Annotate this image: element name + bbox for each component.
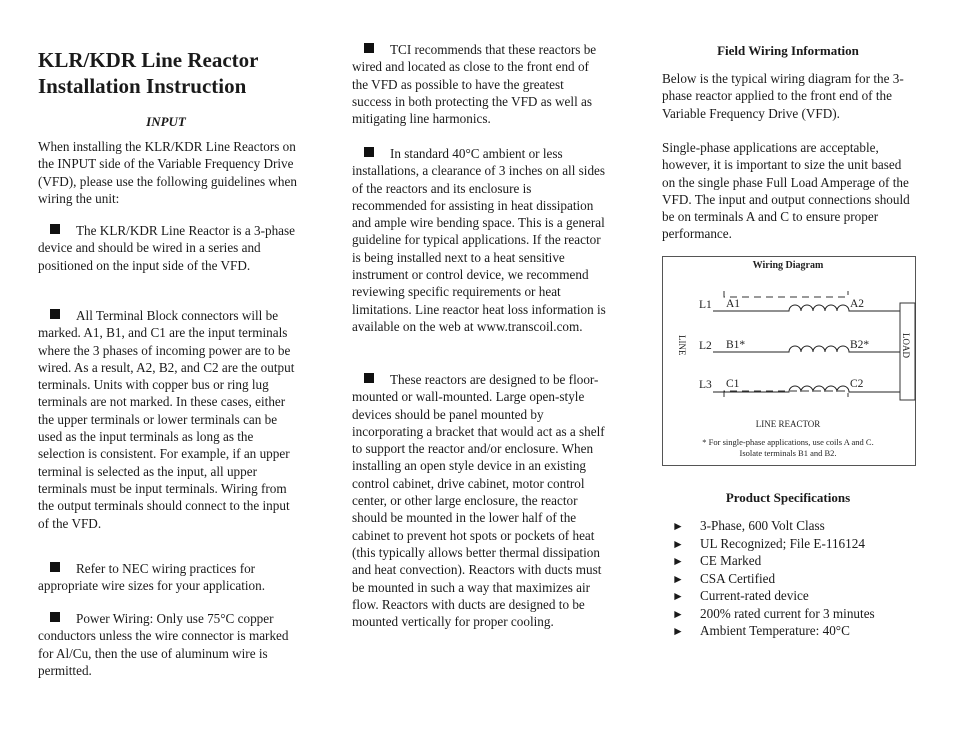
reactor-outline-top bbox=[724, 291, 848, 297]
terminal-b1: B1* bbox=[726, 339, 746, 351]
list-item: ► 200% rated current for 3 minutes bbox=[672, 605, 875, 623]
terminal-c1: C1 bbox=[726, 378, 740, 390]
list-item: ► CE Marked bbox=[672, 552, 875, 570]
arrow-bullet-icon: ► bbox=[672, 554, 684, 568]
terminal-l1: L1 bbox=[699, 299, 712, 311]
square-bullet-icon bbox=[364, 43, 374, 53]
line-reactor-label: LINE REACTOR bbox=[755, 419, 821, 429]
square-bullet-icon bbox=[50, 309, 60, 319]
terminal-a2: A2 bbox=[850, 298, 865, 310]
terminal-l2: L2 bbox=[699, 340, 712, 352]
coil-a-icon bbox=[713, 305, 900, 311]
terminal-l3: L3 bbox=[699, 379, 712, 391]
list-item: ► UL Recognized; File E-116124 bbox=[672, 535, 875, 553]
list-item: ► CSA Certified bbox=[672, 570, 875, 588]
square-bullet-icon bbox=[364, 147, 374, 157]
left-bullet-4: Power Wiring: Only use 75°C copper conductors unless the wire connector is marked for Al/Cu, then the use of aluminum wire is permitted. bbox=[38, 611, 289, 678]
terminal-c2: C2 bbox=[850, 378, 864, 390]
middle-bullet-3: These reactors are designed to be floor-mounted or wall-mounted. Large open-style devices should be panel mounted by incorporating a bracket that would act as a shelf to support the reactor and/or enclosure. When installing an open style device in an existing control cabinet, drive cabinet, motor control center, or other large enclosure, the reactor should be mounted in the lower half of the cabinet to prevent hot spots or pockets of heat (this typically allows better thermal dissipation and heat convection). Reactors with ducts must be mounted in such a way that maximizes air flow. Reactors with ducts are designed to be mounted vertically for proper cooling. bbox=[352, 372, 605, 630]
page-title: KLR/KDR Line Reactor Installation Instruction bbox=[38, 48, 259, 98]
arrow-bullet-icon: ► bbox=[672, 606, 684, 621]
middle-bullet-1: TCI recommends that these reactors be wired and located as close to the front end of the VFD as possible to have the greatest success in both protecting the VFD as well as mitigating line harmonics. bbox=[352, 42, 597, 127]
field-wiring-paragraph: Below is the typical wiring diagram for the 3-phase reactor applied to the front end of the Variable Frequency Drive (VFD). bbox=[662, 71, 904, 121]
arrow-bullet-icon: ► bbox=[672, 536, 684, 551]
single-phase-paragraph: Single-phase applications are acceptable, however, it is important to size the unit based on the single phase Full Load Amperage of the VFD. The input and output connections should be on terminals A and C to ensure proper performance. bbox=[662, 140, 910, 242]
diagram-footnote-2: Isolate terminals B1 and B2. bbox=[739, 448, 837, 458]
list-item: ► Current-rated device bbox=[672, 587, 875, 605]
left-bullet-3: Refer to NEC wiring practices for appropriate wire sizes for your application. bbox=[38, 561, 266, 594]
left-bullet-1: The KLR/KDR Line Reactor is a 3-phase device and should be wired in a series and positioned on the input side of the VFD. bbox=[38, 223, 295, 273]
arrow-bullet-icon: ► bbox=[672, 519, 684, 533]
arrow-bullet-icon: ► bbox=[672, 624, 684, 638]
load-side-label: LOAD bbox=[901, 333, 911, 358]
field-wiring-title: Field Wiring Information bbox=[717, 43, 859, 58]
product-specs-list bbox=[672, 517, 875, 640]
product-specs-title: Product Specifications bbox=[725, 490, 851, 505]
square-bullet-icon bbox=[364, 373, 374, 383]
list-item: ► Ambient Temperature: 40°C bbox=[672, 622, 875, 640]
intro-paragraph: When installing the KLR/KDR Line Reactors on the INPUT side of the Variable Frequency Drive (VFD), please use the following guidelines when wiring the unit: bbox=[38, 139, 297, 206]
list-item: ► 3-Phase, 600 Volt Class bbox=[672, 517, 875, 535]
square-bullet-icon bbox=[50, 224, 60, 234]
left-bullet-2: All Terminal Block connectors will be marked. A1, B1, and C1 are the input terminals where the 3 phases of incoming power are to be wired. As a result, A2, B2, and C2 are the output terminals. Units with copper bus or ring lug terminals are not marked. In these cases, either the upper terminals or lower terminals can be used as the input terminals as long as the selection is consistent. For example, if an upper terminal is selected as the input, all upper terminals must be input terminals. Wiring from the output terminals should connect to the input of the VFD. bbox=[38, 308, 295, 531]
input-heading: INPUT bbox=[146, 114, 186, 129]
phase-row-b bbox=[699, 339, 900, 352]
diagram-footnote-1: * For single-phase applications, use coils A and C. bbox=[702, 437, 874, 447]
phase-row-c bbox=[699, 378, 900, 392]
arrow-bullet-icon: ► bbox=[672, 589, 684, 603]
diagram-title: Wiring Diagram bbox=[752, 260, 824, 271]
square-bullet-icon bbox=[50, 562, 60, 572]
terminal-b2: B2* bbox=[850, 339, 870, 351]
middle-bullet-2: In standard 40°C ambient or less installations, a clearance of 3 inches on all sides of the reactors and its enclosure is recommended for assisting in heat dissipation and ample wire bending space. This is a general guideline for typical applications. If the reactor is being installed next to a heat sensitive instrument or control device, we recommend reviewing specific requirements or heat limitations. Line reactor heat loss information is available on the web at www.transcoil.com. bbox=[352, 146, 606, 334]
wiring-diagram bbox=[662, 256, 916, 466]
arrow-bullet-icon: ► bbox=[672, 571, 684, 586]
square-bullet-icon bbox=[50, 612, 60, 622]
terminal-a1: A1 bbox=[726, 298, 741, 310]
phase-row-a bbox=[699, 298, 900, 311]
line-side-label: LINE bbox=[677, 335, 687, 356]
